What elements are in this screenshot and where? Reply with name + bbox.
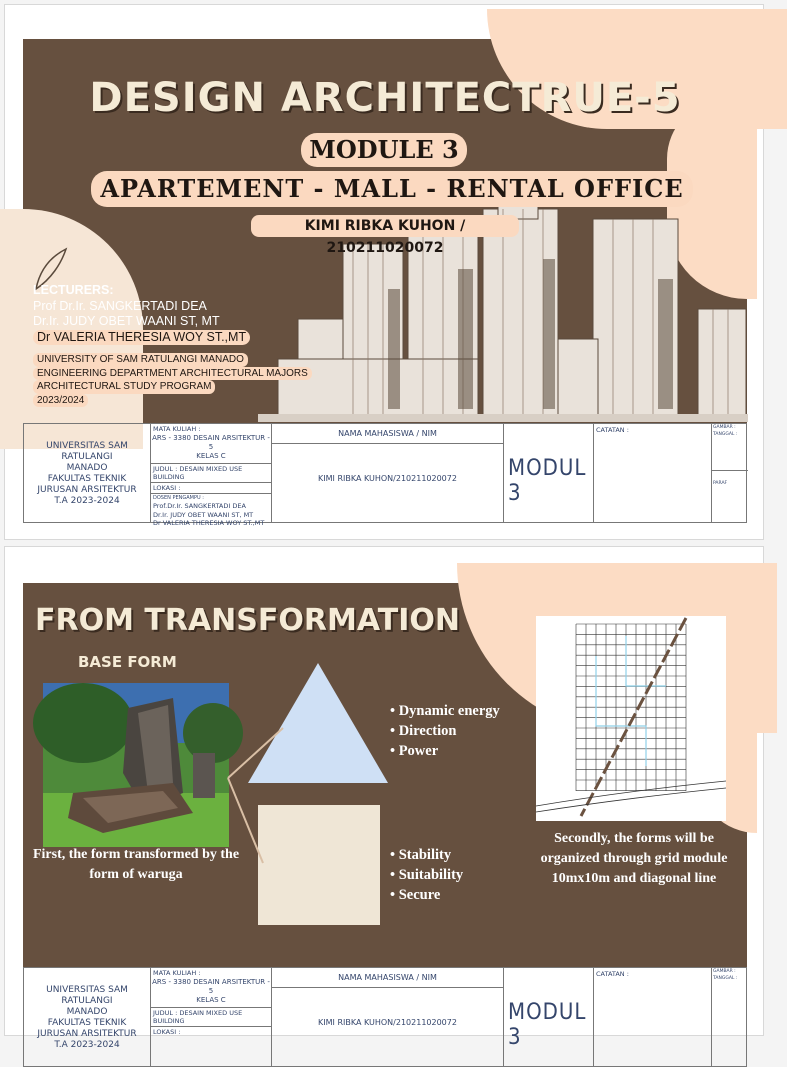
tb-uni-line: UNIVERSITAS SAM RATULANGI bbox=[46, 441, 128, 462]
waruga-photo bbox=[43, 683, 229, 847]
lecturers-block bbox=[33, 283, 250, 345]
list-item: • Dynamic energy bbox=[390, 701, 500, 721]
lecturer-name: Dr VALERIA THERESIA WOY ST.,MT bbox=[33, 330, 250, 346]
university-line: UNIVERSITY OF SAM RATULANGI MANADO bbox=[33, 353, 248, 367]
tb-lokasi: LOKASI : bbox=[153, 1028, 181, 1036]
tb-uni-line: T.A 2023-2024 bbox=[54, 1040, 120, 1050]
tb-tanggal: TANGGAL : bbox=[713, 976, 738, 981]
transformation-page bbox=[4, 546, 764, 1050]
section-title: FROM TRANSFORMATION bbox=[35, 603, 460, 638]
tb-catatan: CATATAN : bbox=[596, 970, 629, 978]
lecturer-name: Prof Dr.Ir. SANGKERTADI DEA bbox=[33, 298, 207, 313]
tb-uni-line: FAKULTAS TEKNIK bbox=[47, 1018, 127, 1028]
tb-uni-line: JURUSAN ARSITEKTUR bbox=[37, 1029, 137, 1039]
tb-dosen: Dr VALERIA THERESIA WOY ST.,MT bbox=[153, 519, 265, 527]
tb-kelas: KELAS C bbox=[151, 452, 271, 464]
tb-university bbox=[24, 968, 151, 1066]
tb-gambar: GAMBAR : bbox=[713, 969, 736, 974]
tb-gambar: GAMBAR : bbox=[713, 425, 736, 430]
cover-slide bbox=[23, 39, 747, 423]
caption-first: First, the form transformed by the form of waruga bbox=[32, 847, 240, 882]
tb-uni-line: MANADO bbox=[66, 1007, 108, 1017]
university-line: ARCHITECTURAL STUDY PROGRAM bbox=[33, 380, 215, 394]
tb-modul: MODUL 3 bbox=[508, 456, 587, 506]
tb-nama-value: KIMI RIBKA KUHON/210211020072 bbox=[318, 474, 457, 483]
tb-label: DOSEN PENGAMPU : bbox=[153, 495, 204, 501]
caption-second: Secondly, the forms will be organized through grid module 10mx10m and diagonal line bbox=[540, 831, 728, 886]
tb-right-cell bbox=[712, 424, 748, 522]
tb-tanggal: TANGGAL : bbox=[712, 431, 748, 471]
tb-judul: JUDUL : DESAIN MIXED USE BUILDING bbox=[151, 1008, 271, 1027]
base-form-label: BASE FORM bbox=[78, 653, 177, 671]
tb-uni-line: FAKULTAS TEKNIK bbox=[47, 474, 127, 484]
list-item: • Stability bbox=[390, 845, 463, 865]
tb-uni-line: MANADO bbox=[66, 463, 108, 473]
tb-uni-line: UNIVERSITAS SAM RATULANGI bbox=[46, 985, 128, 1006]
list-item: • Suitability bbox=[390, 865, 463, 885]
tb-student-cell bbox=[272, 968, 504, 1066]
title-block bbox=[23, 967, 747, 1067]
lecturer-name: Dr.Ir. JUDY OBET WAANI ST, MT bbox=[33, 314, 220, 328]
tb-university bbox=[24, 424, 151, 522]
university-line: 2023/2024 bbox=[33, 394, 88, 408]
lecturers-heading: LECTURERS: bbox=[33, 283, 114, 297]
tb-catatan-cell bbox=[594, 424, 712, 522]
tb-course: ARS - 3380 DESAIN ARSITEKTUR - 5 bbox=[152, 978, 270, 995]
tb-lokasi: LOKASI : bbox=[151, 483, 271, 494]
list-item: • Direction bbox=[390, 721, 500, 741]
tb-course: ARS - 3380 DESAIN ARSITEKTUR - 5 bbox=[152, 434, 270, 451]
tb-catatan-cell bbox=[594, 968, 712, 1066]
tb-dosen: Prof.Dr.Ir. SANGKERTADI DEA bbox=[153, 502, 246, 510]
tb-uni-line: T.A 2023-2024 bbox=[54, 496, 120, 506]
student-pill: KIMI RIBKA KUHON / 210211020072 bbox=[251, 215, 519, 237]
list-item: • Power bbox=[390, 741, 500, 761]
tb-label: MATA KULIAH : bbox=[153, 425, 201, 433]
cover-title: DESIGN ARCHITECTRUE-5 bbox=[89, 75, 681, 121]
university-block bbox=[33, 353, 312, 407]
tb-judul: JUDUL : DESAIN MIXED USE BUILDING bbox=[151, 464, 271, 483]
tb-dosen: Dr.Ir. JUDY OBET WAANI ST, MT bbox=[153, 510, 254, 519]
tb-modul-cell bbox=[504, 968, 594, 1066]
tb-paraf: PARAF bbox=[713, 481, 728, 486]
list-item: • Secure bbox=[390, 885, 463, 905]
tb-nama-value: KIMI RIBKA KUHON/210211020072 bbox=[318, 1018, 457, 1027]
subtitle-pill: APARTEMENT - MALL - RENTAL OFFICE bbox=[91, 171, 693, 207]
cover-page bbox=[4, 4, 764, 540]
transformation-slide bbox=[23, 583, 747, 967]
square-shape bbox=[258, 805, 380, 925]
grid-module-drawing bbox=[536, 616, 726, 821]
tb-course-cell bbox=[151, 424, 272, 527]
triangle-shape bbox=[248, 663, 388, 783]
tb-student-cell bbox=[272, 424, 504, 522]
tb-nama-header: NAMA MAHASISWA / NIM bbox=[272, 424, 503, 444]
tb-modul-cell bbox=[504, 424, 594, 522]
base-shapes bbox=[223, 653, 403, 933]
tb-catatan: CATATAN : bbox=[596, 426, 629, 434]
triangle-points-list bbox=[390, 701, 500, 761]
title-block bbox=[23, 423, 747, 527]
module-pill: MODULE 3 bbox=[301, 133, 467, 167]
tb-uni-line: JURUSAN ARSITEKTUR bbox=[37, 485, 137, 495]
square-points-list bbox=[390, 845, 463, 905]
tb-nama-header: NAMA MAHASISWA / NIM bbox=[272, 968, 503, 988]
tb-kelas: KELAS C bbox=[151, 996, 271, 1008]
tb-label: MATA KULIAH : bbox=[153, 969, 201, 977]
university-line: ENGINEERING DEPARTMENT ARCHITECTURAL MAJORS bbox=[33, 367, 312, 381]
tb-course-cell bbox=[151, 968, 272, 1066]
tb-modul: MODUL 3 bbox=[508, 1000, 587, 1050]
tb-right-cell bbox=[712, 968, 748, 1066]
